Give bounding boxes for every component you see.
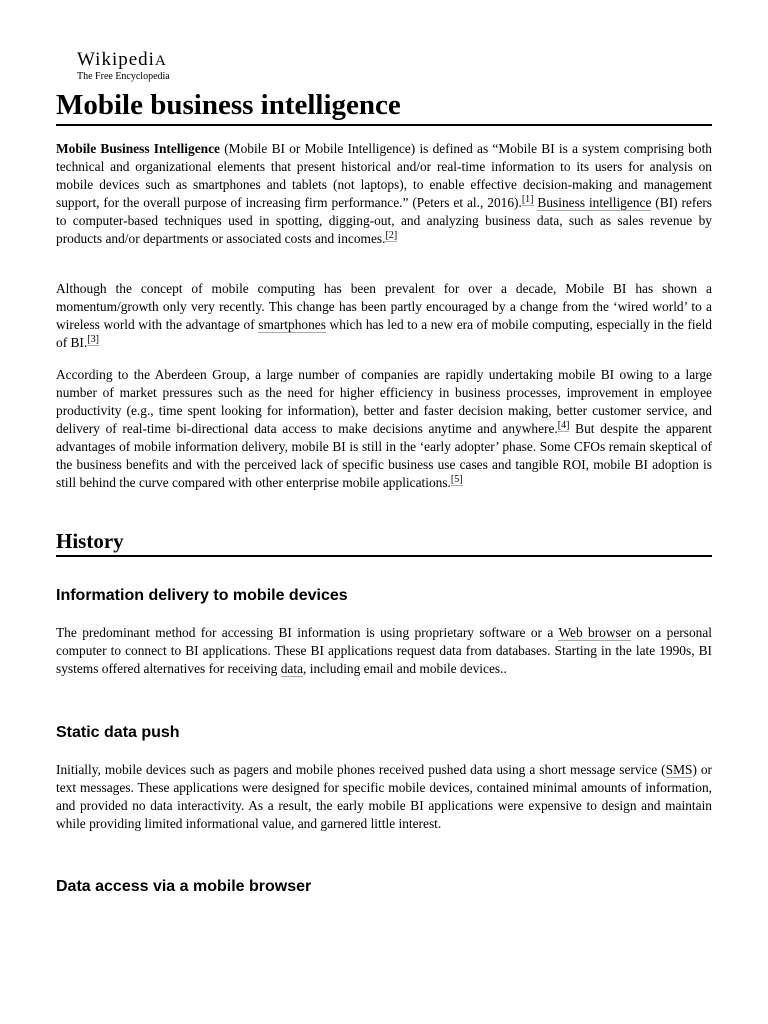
section-history [56,528,712,557]
heading-history: History [56,528,712,557]
static-push-paragraph: Initially, mobile devices such as pagers and mobile phones received pushed data using a short message service (SMS) or text messages. These applications were designed for specific mobile devices, contained minimal amounts of information, and provided no data interactivity. As a result, the early mobile BI applications were expensive to design and maintain while providing limited informational value, and garnered little interest. [56,762,713,831]
article [56,50,712,126]
subsection-browser-access [56,877,712,897]
reference-1[interactable]: [1] [521,193,534,205]
heading-static-data-push: Static data push [56,724,180,741]
reference-5[interactable]: [5] [450,473,463,485]
link-business-intelligence[interactable]: Business intelligence [537,195,652,210]
article-subject: Mobile Business Intelligence [56,141,220,156]
logo-wordmark: WikipediA [77,49,167,70]
wikipedia-logo[interactable] [77,50,712,83]
info-delivery-paragraph: The predominant method for accessing BI information is using proprietary software or a Web browser on a personal computer to connect to BI applications. These BI applications request data from databases. Starting in the late 1990s, BI systems offered alternatives for receiving data, including email and mobile devices.. [56,625,712,676]
reference-4[interactable]: [4] [557,419,570,431]
heading-data-access-mobile-browser: Data access via a mobile browser [56,878,312,895]
intro-paragraph-1: Mobile Business Intelligence (Mobile BI or Mobile Intelligence) is defined as “Mobile BI is a system comprising both technical and organizational elements that present historical and/or real-time information to its users for analysis on mobile devices such as smartphones and tablets (not laptops), to enable effective decision-making and management support, for the overall purpose of increasing firm performance.” (Peters et al., 2016).[1] Business intelligence (BI) refers to computer-based techniques used in spotting, digging-out, and analyzing business data, such as sales revenue by products and/or departments or associated costs and incomes.[2] [56,141,712,246]
page-title: Mobile business intelligence [56,89,712,126]
subsection-info-delivery [56,586,712,606]
link-sms[interactable]: SMS [665,762,693,777]
intro-paragraph-3: According to the Aberdeen Group, a large number of companies are rapidly undertaking mobile BI owing to a large number of market pressures such as the need for higher efficiency in business processes, improvement in employee productivity (e.g., time spent looking for information), better and faster decision making, better customer service, and delivery of real-time bi-directional data access to make decisions anytime and anywhere.[4] But despite the apparent advantages of mobile information delivery, mobile BI is still in the ‘early adopter’ phase. Some CFOs remain skeptical of the business benefits and with the perceived lack of specific business use cases and tangible ROI, mobile BI adoption is still behind the curve compared with other enterprise mobile applications.[5] [56,367,712,490]
logo-tagline: The Free Encyclopedia [77,71,170,82]
subsection-static-push [56,723,712,743]
link-data[interactable]: data [280,661,304,676]
heading-information-delivery: Information delivery to mobile devices [56,587,348,604]
intro-paragraph-2: Although the concept of mobile computing has been prevalent for over a decade, Mobile BI has shown a momentum/growth only very recently. This change has been partly encouraged by a change from the ‘wired world’ to a wireless world with the advantage of smartphones which has led to a new era of mobile computing, especially in the field of BI.[3] [56,281,712,350]
link-smartphones[interactable]: smartphones [258,317,326,332]
reference-3[interactable]: [3] [87,333,99,345]
reference-2[interactable]: [2] [385,229,398,241]
link-web-browser[interactable]: Web browser [558,625,632,640]
